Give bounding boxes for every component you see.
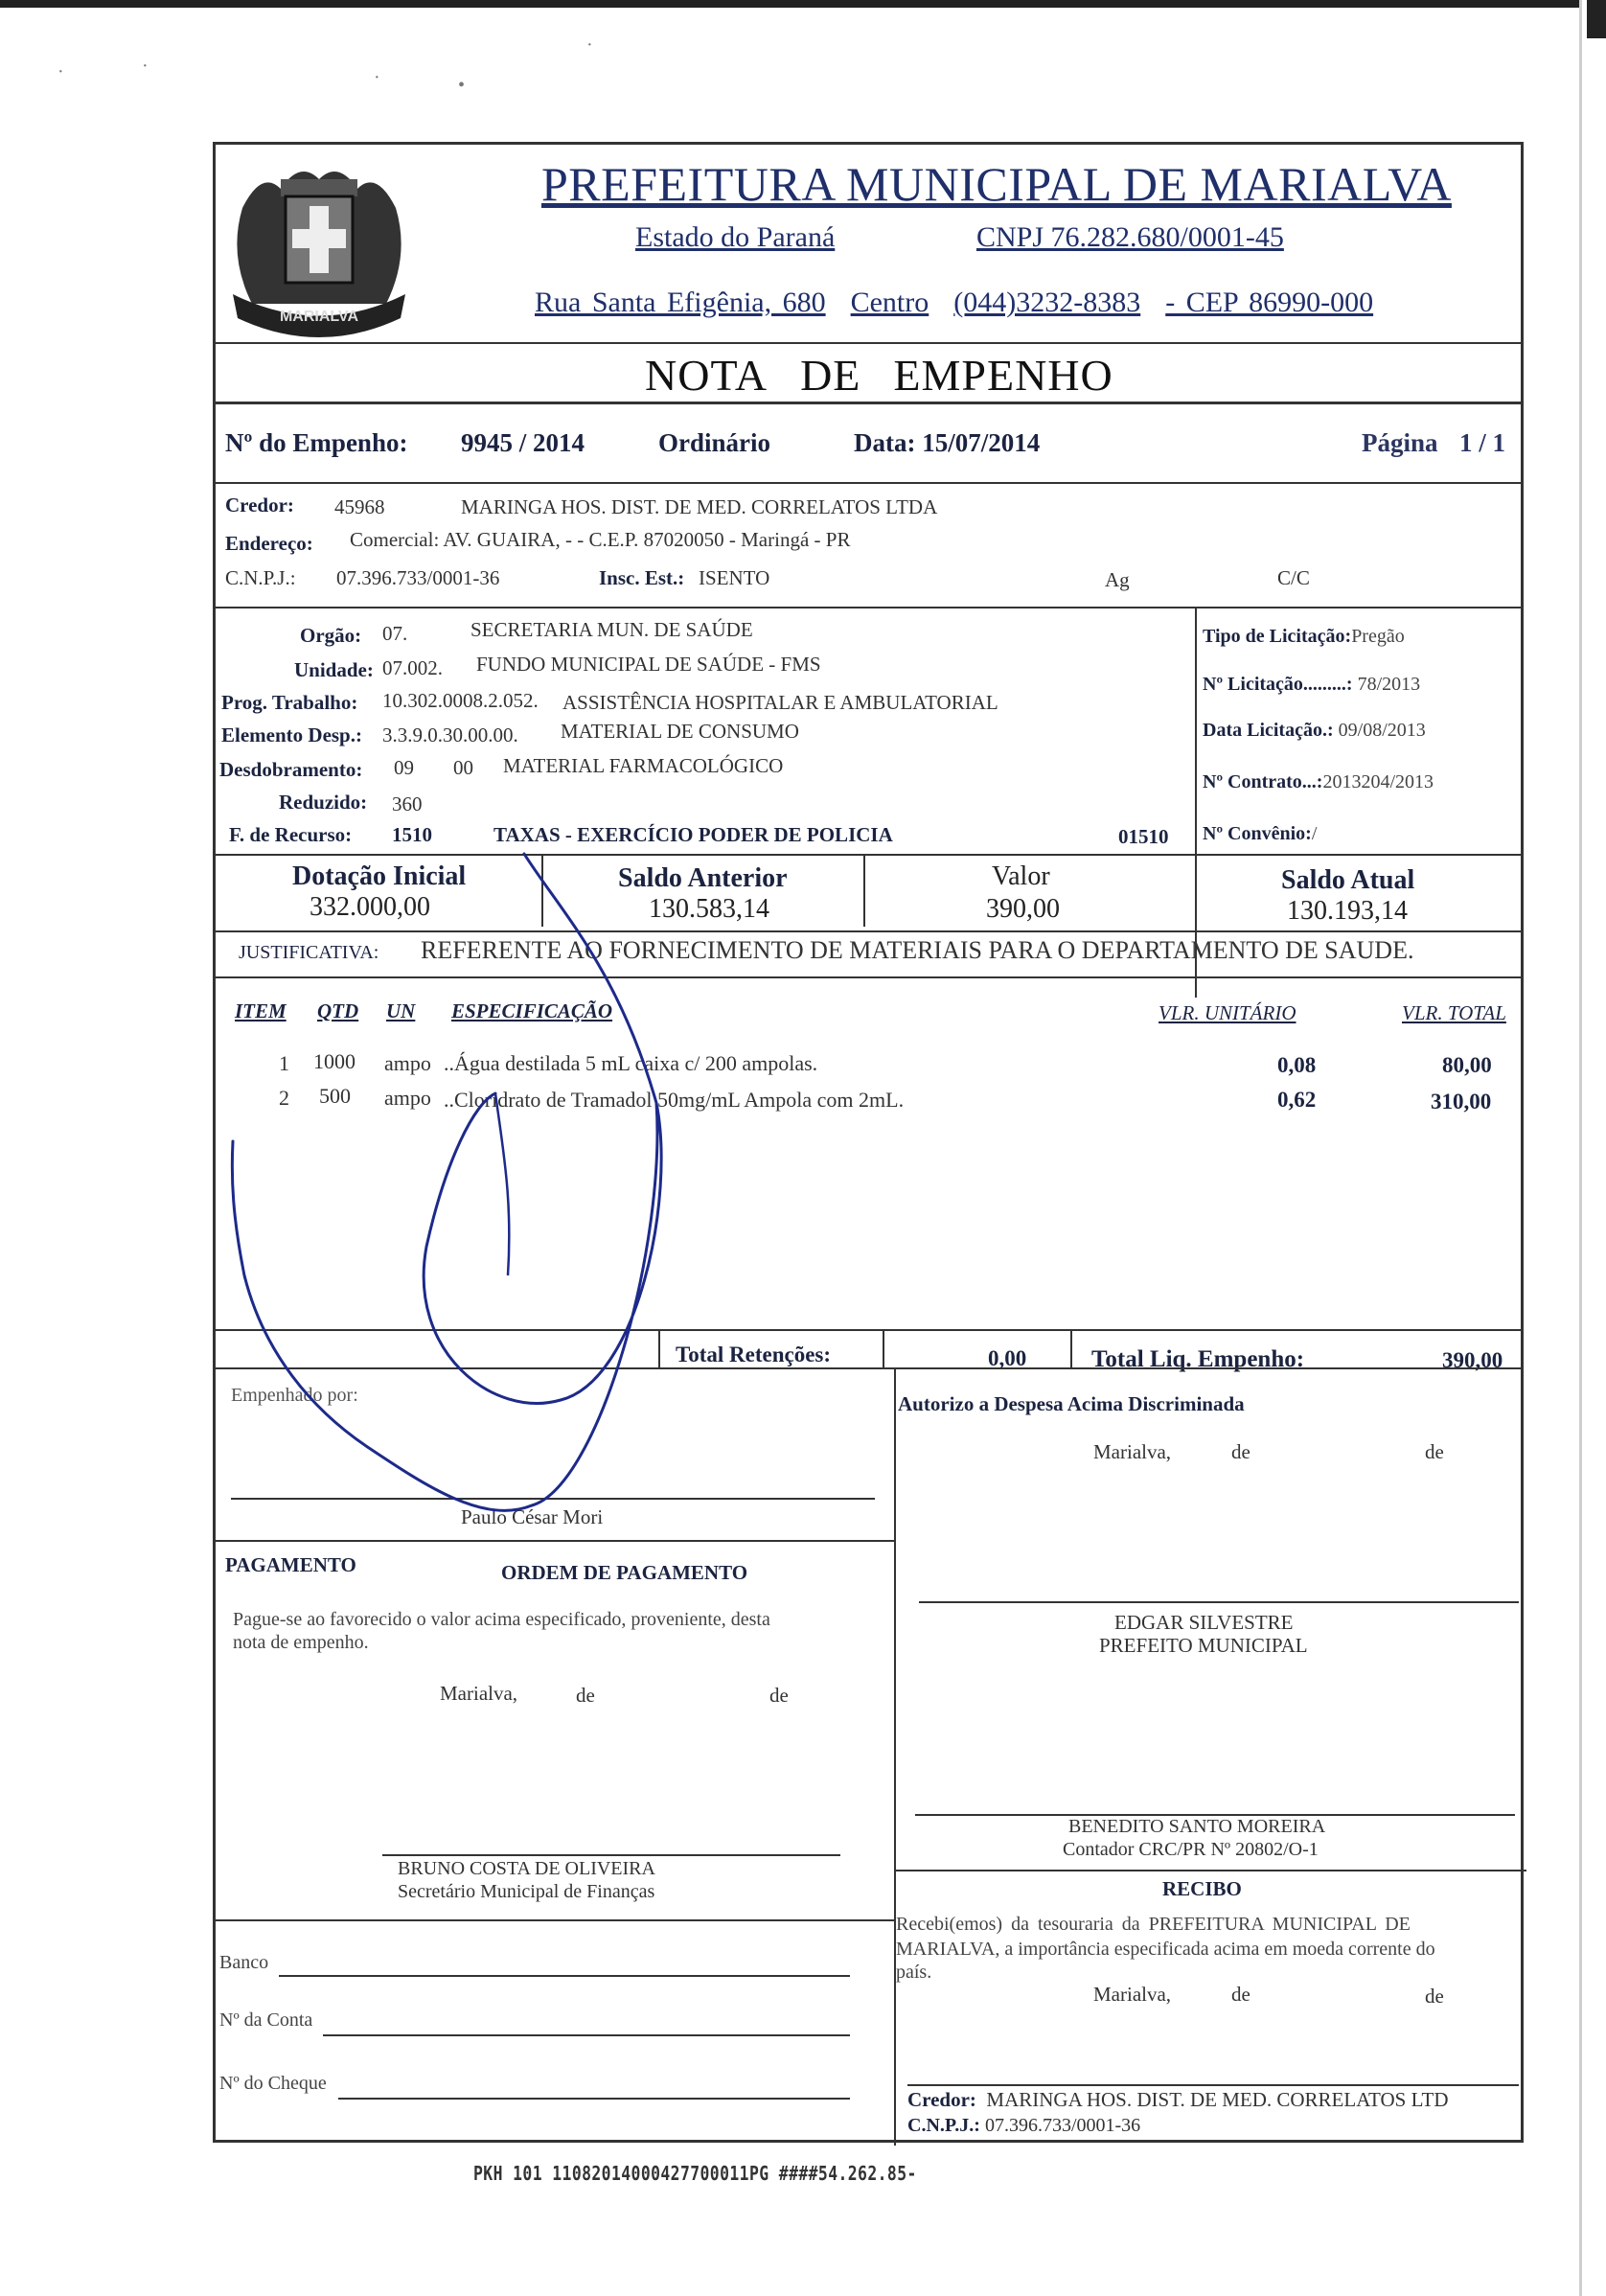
credor-address: Comercial: AV. GUAIRA, - - C.E.P. 87020050 - Maringá - PR — [350, 528, 851, 551]
agencia-label: Ag — [1105, 568, 1130, 591]
orgao-code: 07. — [382, 622, 408, 645]
credor-name: MARINGA HOS. DIST. DE MED. CORRELATOS LTDA — [461, 495, 938, 518]
orgao-label: Orgão: — [300, 624, 362, 647]
item-qtd: 500 — [319, 1084, 351, 1108]
conta-corrente-label: C/C — [1277, 566, 1310, 589]
municipality-address — [535, 287, 1398, 319]
pagamento-label: PAGAMENTO — [225, 1553, 356, 1576]
column-divider — [658, 1329, 660, 1367]
ordem-pagamento-title: ORDEM DE PAGAMENTO — [501, 1561, 748, 1584]
total-retencoes-value: 0,00 — [988, 1346, 1027, 1370]
address-phone: (044)3232-8383 — [953, 287, 1141, 318]
item-spec: ..Água destilada 5 mL caixa c/ 200 ampolas. — [444, 1051, 818, 1075]
dotacao-inicial-label: Dotação Inicial — [292, 861, 467, 891]
document-barcode-text: PKH 101 11082014000427700011PG ####54.262.85- — [473, 2162, 917, 2185]
numero-convenio: Nº Convênio:/ — [1203, 823, 1318, 844]
recibo-city: Marialva, — [1093, 1983, 1172, 2006]
saldo-atual-value: 130.193,14 — [1287, 896, 1408, 926]
cnpj-label: C.N.P.J.: — [225, 566, 296, 589]
signature-line — [919, 1601, 1519, 1603]
credor-cnpj: 07.396.733/0001-36 — [336, 566, 500, 589]
footer-credor: Credor: MARINGA HOS. DIST. DE MED. CORRELATOS LTD — [907, 2088, 1449, 2111]
elemento-code: 3.3.9.0.30.00.00. — [382, 723, 518, 746]
empenho-number: 9945 / 2014 — [461, 428, 585, 457]
item-total: 310,00 — [1431, 1090, 1492, 1114]
col-unit-price-header: VLR. UNITÁRIO — [1159, 1001, 1296, 1024]
pagamento-text: Pague-se ao favorecido o valor acima especificado, proveniente, desta — [233, 1609, 770, 1630]
recurso-number: 01510 — [1118, 825, 1169, 848]
divider — [216, 1540, 894, 1542]
credor-insc: ISENTO — [699, 566, 770, 589]
divider — [216, 930, 1521, 932]
municipal-crest-icon — [223, 150, 415, 342]
cheque-label: Nº do Cheque — [219, 2073, 327, 2094]
contador-role: Contador CRC/PR Nº 20802/O-1 — [1063, 1839, 1319, 1860]
divider — [216, 402, 1521, 404]
pagamento-de: de — [769, 1684, 789, 1707]
endereco-label: Endereço: — [225, 532, 313, 555]
desdobramento-name: MATERIAL FARMACOLÓGICO — [503, 754, 784, 777]
column-divider — [1070, 1329, 1072, 1367]
recurso-code: 1510 — [392, 823, 432, 846]
divider — [894, 1870, 1526, 1871]
item-un: ampo — [384, 1086, 431, 1110]
total-liquido-value: 390,00 — [1442, 1348, 1503, 1372]
autorizo-city: Marialva, — [1093, 1440, 1172, 1463]
scan-speck: · — [586, 34, 593, 56]
col-qtd-header: QTD — [317, 999, 359, 1022]
credor-label: Credor: — [225, 494, 294, 517]
total-liquido-label: Total Liq. Empenho: — [1091, 1346, 1305, 1372]
signature-line — [907, 2084, 1519, 2086]
recibo-title: RECIBO — [1162, 1877, 1242, 1900]
pagamento-de: de — [576, 1684, 595, 1707]
saldo-atual-label: Saldo Atual — [1281, 865, 1415, 895]
elemento-label: Elemento Desp.: — [221, 723, 362, 746]
footer-cnpj: C.N.P.J.: 07.396.733/0001-36 — [907, 2115, 1141, 2136]
recibo-text: Recebi(emos) da tesouraria da PREFEITURA MUNICIPAL DE — [896, 1914, 1411, 1935]
recibo-de: de — [1425, 1985, 1444, 2008]
reduzido-label: Reduzido: — [279, 791, 368, 814]
col-spec-header: ESPECIFICAÇÃO — [451, 999, 613, 1022]
secretario-financas-role: Secretário Municipal de Finanças — [398, 1881, 655, 1902]
pagamento-city: Marialva, — [440, 1682, 518, 1705]
item-un: ampo — [384, 1051, 431, 1075]
valor-value: 390,00 — [986, 894, 1060, 924]
desdobramento-code-1: 09 — [394, 756, 414, 779]
elemento-name: MATERIAL DE CONSUMO — [561, 720, 799, 743]
desdobramento-code-2: 00 — [453, 756, 473, 779]
divider — [216, 1329, 1521, 1331]
col-item-header: ITEM — [235, 999, 287, 1022]
recurso-label: F. de Recurso: — [229, 823, 353, 846]
state-name: Estado do Paraná — [635, 221, 836, 253]
divider — [216, 482, 1521, 484]
item-qtd: 1000 — [313, 1049, 356, 1073]
col-un-header: UN — [386, 999, 416, 1022]
unidade-code: 07.002. — [382, 656, 443, 679]
divider — [216, 854, 1521, 856]
tipo-licitacao: Tipo de Licitação:Pregão — [1203, 626, 1405, 647]
item-unit-price: 0,62 — [1277, 1088, 1317, 1112]
column-divider — [894, 1367, 896, 2146]
document-title: NOTA DE EMPENHO — [645, 351, 1113, 400]
signature-line — [231, 1498, 875, 1500]
municipality-cnpj: CNPJ 76.282.680/0001-45 — [976, 221, 1284, 253]
item-number: 2 — [279, 1086, 289, 1110]
dotacao-inicial-value: 332.000,00 — [310, 892, 430, 922]
valor-label: Valor — [992, 861, 1050, 891]
recibo-text: MARIALVA, a importância especificada acima em moeda corrente do — [896, 1939, 1435, 1960]
signature-line — [382, 1854, 840, 1856]
address-street: Rua Santa Efigênia, 680 — [535, 287, 826, 318]
justificativa-label: JUSTIFICATIVA: — [239, 942, 379, 963]
divider — [216, 976, 1521, 978]
orgao-name: SECRETARIA MUN. DE SAÚDE — [470, 618, 753, 641]
divider — [216, 1919, 894, 1921]
divider — [216, 1367, 1521, 1369]
recurso-name: TAXAS - EXERCÍCIO PODER DE POLICIA — [493, 823, 893, 846]
scan-speck: · — [374, 67, 380, 88]
page-number: 1 / 1 — [1459, 428, 1506, 457]
scan-speck: • — [458, 75, 466, 96]
divider — [216, 342, 1521, 344]
saldo-anterior-label: Saldo Anterior — [618, 863, 788, 893]
prog-trabalho-label: Prog. Trabalho: — [221, 691, 358, 714]
prefeito-name: EDGAR SILVESTRE — [1114, 1611, 1294, 1634]
prog-trabalho-name: ASSISTÊNCIA HOSPITALAR E AMBULATORIAL — [562, 691, 998, 714]
item-total: 80,00 — [1442, 1053, 1492, 1077]
pagamento-text: nota de empenho. — [233, 1632, 369, 1653]
empenho-number-label: Nº do Empenho: — [225, 428, 408, 457]
unidade-name: FUNDO MUNICIPAL DE SAÚDE - FMS — [476, 653, 821, 676]
item-spec: ..Cloridrato de Tramadol 50mg/mL Ampola com 2mL. — [444, 1088, 905, 1112]
cheque-field-line — [338, 2098, 850, 2100]
conta-field-line — [323, 2034, 850, 2036]
page-label: Página — [1362, 428, 1438, 457]
empenhado-por-label: Empenhado por: — [231, 1385, 358, 1406]
crest-banner: MARIALVA — [279, 309, 359, 325]
saldo-anterior-value: 130.583,14 — [649, 894, 769, 924]
contador-name: BENEDITO SANTO MOREIRA — [1068, 1816, 1326, 1837]
page-scan-edge — [0, 0, 1606, 8]
prog-trabalho-code: 10.302.0008.2.052. — [382, 689, 539, 712]
secretario-financas-name: BRUNO COSTA DE OLIVEIRA — [398, 1858, 655, 1879]
item-number: 1 — [279, 1051, 289, 1075]
insc-label: Insc. Est.: — [599, 566, 685, 589]
banco-label: Banco — [219, 1952, 269, 1973]
autorizo-de: de — [1231, 1440, 1250, 1463]
nota-de-empenho-form — [213, 142, 1524, 2143]
empenhado-por-name: Paulo César Mori — [461, 1505, 604, 1528]
divider — [216, 607, 1521, 608]
autorizo-de: de — [1425, 1440, 1444, 1463]
numero-contrato: Nº Contrato...:2013204/2013 — [1203, 771, 1434, 792]
page-scan-edge-right — [1579, 0, 1606, 2296]
numero-licitacao: Nº Licitação.........: 78/2013 — [1203, 674, 1421, 695]
scan-speck: · — [142, 56, 149, 77]
empenho-date: Data: 15/07/2014 — [854, 428, 1041, 457]
banco-field-line — [279, 1975, 850, 1977]
total-retencoes-label: Total Retenções: — [676, 1343, 832, 1366]
desdobramento-label: Desdobramento: — [219, 758, 363, 781]
municipality-title: PREFEITURA MUNICIPAL DE MARIALVA — [541, 157, 1452, 211]
credor-code: 45968 — [334, 495, 385, 518]
address-cep: - CEP 86990-000 — [1165, 287, 1374, 318]
unidade-label: Unidade: — [294, 658, 374, 681]
justificativa-text: REFERENTE AO FORNECIMENTO DE MATERIAIS PARA O DEPARTAMENTO DE SAUDE. — [421, 936, 1414, 964]
col-total-header: VLR. TOTAL — [1402, 1001, 1506, 1024]
prefeito-role: PREFEITO MUNICIPAL — [1099, 1634, 1308, 1657]
recibo-text: país. — [896, 1962, 932, 1983]
data-licitacao: Data Licitação.: 09/08/2013 — [1203, 720, 1426, 741]
recibo-de: de — [1231, 1983, 1250, 2006]
empenho-type: Ordinário — [658, 428, 771, 457]
scan-speck: · — [57, 61, 64, 82]
autorizo-title: Autorizo a Despesa Acima Discriminada — [898, 1392, 1245, 1415]
column-divider — [883, 1329, 884, 1367]
item-unit-price: 0,08 — [1277, 1053, 1317, 1077]
conta-label: Nº da Conta — [219, 2009, 313, 2031]
column-divider — [863, 854, 865, 927]
address-district: Centro — [850, 287, 929, 318]
column-divider — [541, 854, 543, 927]
reduzido-value: 360 — [392, 792, 423, 815]
